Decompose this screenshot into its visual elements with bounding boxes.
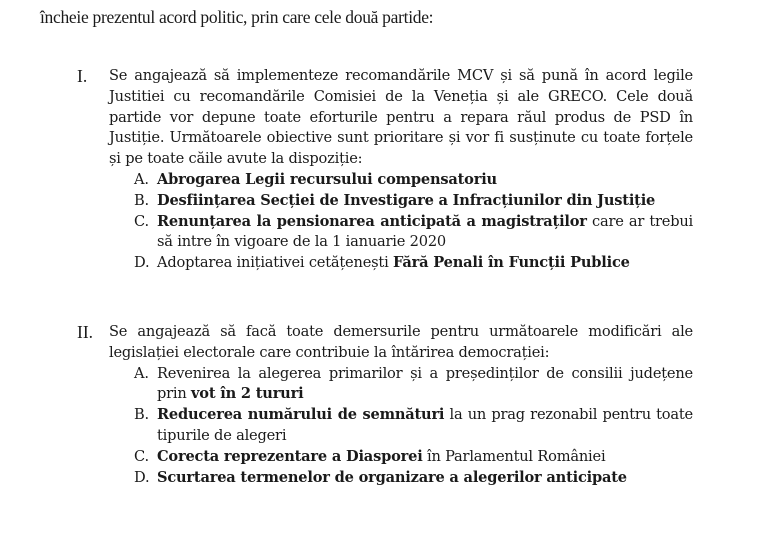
- list-item: [109, 405, 693, 447]
- list-item: [109, 447, 693, 468]
- objective-list: [109, 364, 693, 489]
- item-bold-text: Scurtarea termenelor de organizare a alegerilor anticipate: [157, 468, 627, 486]
- item-bold-text: Desființarea Secției de Investigare a Infracțiunilor din Justiție: [157, 191, 656, 209]
- item-letter: A.: [134, 364, 149, 382]
- item-letter: B.: [134, 406, 149, 424]
- item-text: Revenirea la alegerea primarilor și a președinților de consilii județene prin: [157, 364, 693, 403]
- item-text-after: care ar trebui să intre în vigoare de la 1 ianuarie 2020: [157, 212, 694, 251]
- item-text-after: la un prag rezonabil pentru toate tipurile de alegeri: [157, 406, 693, 444]
- item-text: Adoptarea inițiativei cetățenești: [157, 254, 393, 272]
- item-letter: D.: [134, 468, 150, 486]
- item-bold-text: Reducerea numărului de semnături: [157, 406, 445, 424]
- item-letter: C.: [134, 447, 149, 465]
- section-paragraph: Se angajează să facă toate demersurile pentru următoarele modificări ale legislației electorale care contribuie la întărirea democrației:: [109, 323, 693, 361]
- item-letter: C.: [134, 212, 149, 230]
- item-text-after: în Parlamentul României: [422, 447, 606, 465]
- item-bold-text: Renunțarea la pensionarea anticipată a magistraților: [157, 212, 587, 230]
- list-item: [109, 191, 693, 212]
- intro-text: încheie prezentul acord politic, prin care cele două partide:: [40, 7, 434, 27]
- item-bold-text: Corecta reprezentare a Diasporei: [157, 447, 423, 465]
- section-body: [109, 322, 693, 488]
- list-item: [109, 212, 693, 254]
- item-letter: B.: [134, 191, 149, 209]
- list-item: [109, 170, 693, 191]
- list-item: [109, 364, 693, 406]
- section-body: [109, 66, 693, 274]
- section-numeral: I.: [77, 66, 88, 86]
- section-paragraph: Se angajează să implementeze recomandările MCV și să pună în acord legile Justitiei cu recomandările Comisiei de la Veneția și ale GRECO. Cele două partide vor depune toate eforturile pentru a repara răul produs de PSD în Justiție. Următoarele obiective sunt prioritare și vor fi susținute cu toate forțele și pe toate căile avute la dispoziție:: [109, 67, 693, 168]
- item-letter: A.: [134, 170, 149, 188]
- item-letter: D.: [134, 254, 150, 272]
- item-bold-text: Abrogarea Legii recursului compensatoriu: [157, 170, 497, 188]
- objective-list: [109, 170, 693, 274]
- list-item: [109, 468, 693, 489]
- item-bold-text: Fără Penali în Funcții Publice: [393, 254, 630, 272]
- list-item: [109, 253, 693, 274]
- item-bold-text: vot în 2 tururi: [191, 385, 304, 403]
- section-numeral: II.: [77, 322, 94, 342]
